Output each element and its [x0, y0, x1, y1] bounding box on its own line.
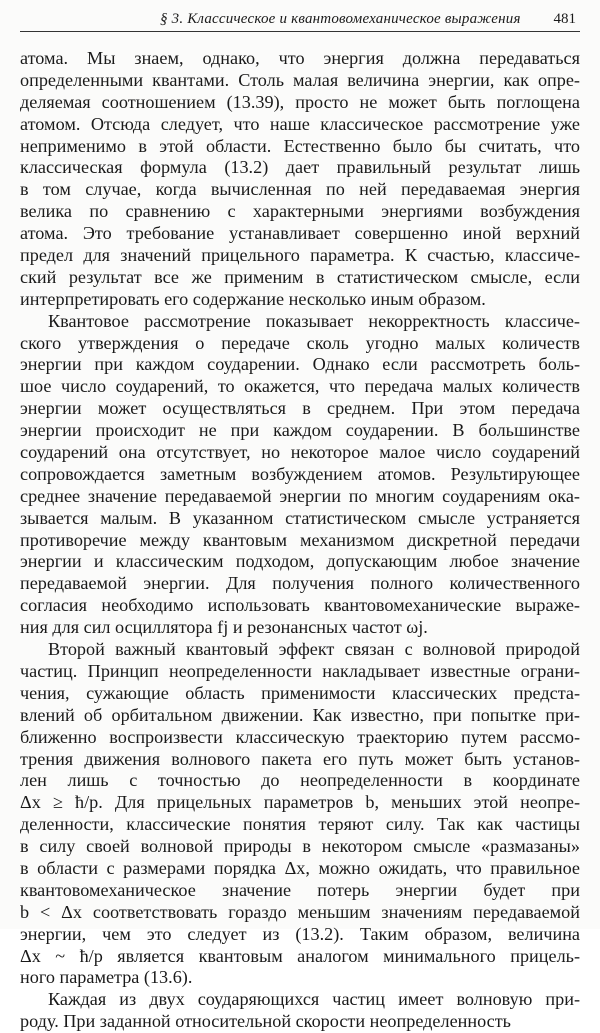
text-line: шое число соударений, то окажется, что передача малых количеств: [20, 376, 580, 397]
text-line: Каждая из двух соударяющихся частиц имеет волновую при-: [48, 989, 580, 1010]
text-line: деленности, классические понятия теряют силу. Так как частицы: [20, 814, 580, 835]
text-line: классическая формула (13.2) дает правильный результат лишь: [20, 157, 580, 178]
text-line: квантовомеханическое значение потерь энергии будет при: [20, 879, 580, 900]
text-line: влений об орбитальном движении. Как известно, при попытке при-: [20, 704, 580, 725]
text-line: в том случае, когда вычисленная по ней передаваемая энергия: [20, 179, 580, 200]
text-line: энергии происходит не при каждом соударении. В большинстве: [20, 420, 580, 441]
text-line: предел для значений прицельного параметра. К счастью, классиче-: [20, 245, 580, 266]
paragraph: [20, 639, 580, 989]
text-line: энергии может осуществляться в среднем. При этом передача: [20, 398, 580, 419]
page-number: 481: [553, 11, 576, 27]
text-line: сопровождается заметным возбуждением атомов. Результирующее: [20, 463, 580, 484]
text-line: Второй важный квантовый эффект связан с волновой природой: [48, 639, 580, 660]
text-line: энергии при каждом соударении. Однако если рассмотреть боль-: [20, 354, 580, 375]
text-line: зывается малым. В указанном статистическом смысле устраняется: [20, 507, 580, 528]
text-line: неприменимо в этой области. Естественно было бы считать, что: [20, 135, 580, 156]
text-line: в силу своей волновой природы в некотором смысле «размазаны»: [20, 836, 580, 857]
text-line: энергии, чем это следует из (13.2). Таким образом, величина: [20, 923, 580, 944]
text-line: Квантовое рассмотрение показывает некорректность классиче-: [48, 310, 580, 331]
running-title: § 3. Классическое и квантовомеханическое выражения: [160, 11, 521, 27]
text-line: ближенно воспроизвести классическую траекторию путем рассмо-: [20, 726, 580, 747]
text-line: частиц. Принцип неопределенности накладывает известные ограни-: [20, 660, 580, 681]
text-line: среднее значение передаваемой энергии по многим соударениям ока-: [20, 485, 580, 506]
text-line: лен лишь с точностью до неопределенности в координате: [20, 770, 580, 791]
text-line: трения движения волнового пакета его путь может быть установ-: [20, 748, 580, 769]
text-line: противоречие между квантовым механизмом дискретной передачи: [20, 529, 580, 550]
text-line: энергии и классическим подходом, допускающим любое значение: [20, 551, 580, 572]
text-line: атомом. Отсюда следует, что наше классическое рассмотрение уже: [20, 113, 580, 134]
paragraph: [20, 989, 580, 1033]
text-line: деляемая соотношением (13.39), просто не может быть поглощена: [20, 91, 580, 112]
text-line: согласия необходимо использовать квантовомеханические выраже-: [20, 595, 580, 616]
text-line: Δx ≥ ħ/p. Для прицельных параметров b, меньших этой неопре-: [20, 792, 580, 813]
text-line: велика по сравнению с характерными энергиями возбуждения: [20, 201, 580, 222]
text-line: определенными квантами. Столь малая величина энергии, как опре-: [20, 69, 580, 90]
body-text: [20, 48, 580, 1033]
text-line: ного параметра (13.6).: [20, 967, 193, 988]
paragraph: [20, 311, 580, 639]
text-line: атома. Это требование устанавливает совершенно иной верхний: [20, 223, 580, 244]
text-line: ния для сил осцилляторa fj и резонансных частот ωj.: [20, 617, 428, 638]
text-line: роду. При заданной относительной скорости неопределенность: [20, 1011, 511, 1032]
text-line: b < Δx соответствовать гораздо меньшим значениям передаваемой: [20, 901, 580, 922]
text-line: соударений она отсутствует, но некоторое малое число соударений: [20, 442, 580, 463]
text-line: ский результат все же применим в статистическом смысле, если: [20, 266, 580, 287]
paragraph: [20, 48, 580, 311]
text-line: атома. Мы знаем, однако, что энергия должна передаваться: [20, 48, 580, 68]
text-line: в области с размерами порядка Δx, можно ожидать, что правильное: [20, 857, 580, 878]
text-line: Δx ~ ħ/p является квантовым аналогом минимального прицель-: [20, 945, 580, 966]
text-line: чения, сужающие область применимости классических предста-: [20, 682, 580, 703]
text-line: интерпретировать его содержание несколько иным образом.: [20, 288, 486, 309]
text-line: передаваемой энергии. Для получения полного количественного: [20, 573, 580, 594]
running-head: [20, 11, 580, 32]
text-line: ского утверждения о передаче сколь угодно малых количеств: [20, 332, 580, 353]
